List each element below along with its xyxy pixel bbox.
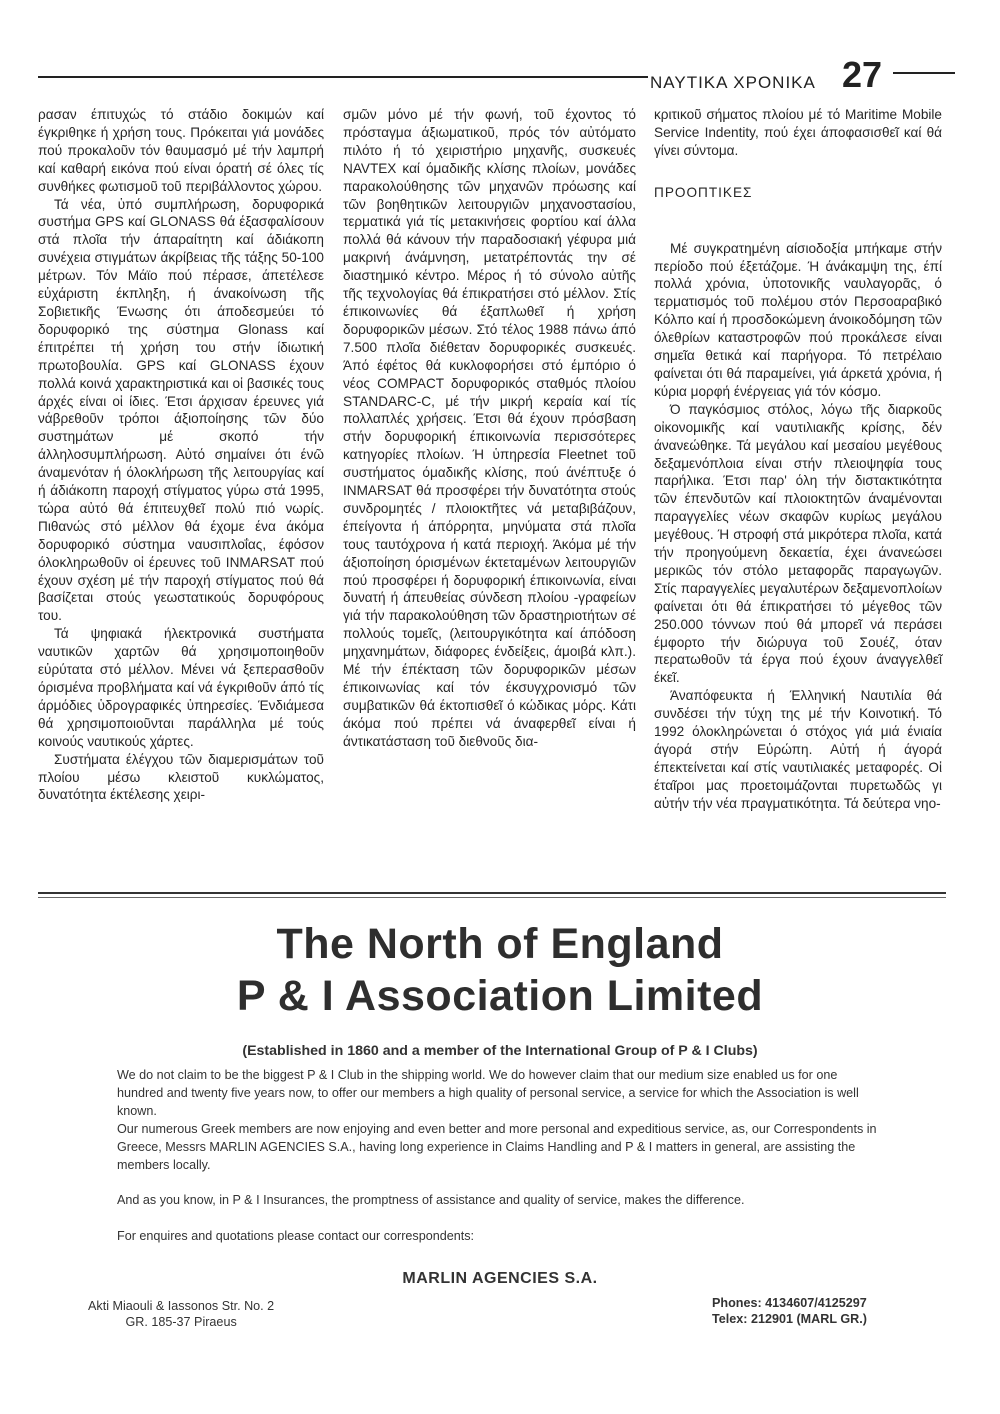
telex-line: Telex: 212901 (MARL GR.) <box>712 1311 867 1326</box>
paragraph: Τά ψηφιακά ήλεκτρονικά συστήματα ναυτικῶν χαρτῶν θά χρησιμοποιηθοῦν εὐρύτατα στό μέλλον. Μένει νά ξεπερασθοῦν όρισμένα προβλήματα καί νά έγκριθοῦν άπό τίς άρμόδιες ὑδρογραφικές ὑπηρεσίες. Ένδιάμεσα θά χρησιμοποιοῦνται παράλληλα μέ τούς κοινούς ναυτικούς χάρτες. <box>38 626 324 749</box>
article-column-1 <box>38 106 324 804</box>
phone-line: Phones: 4134607/4125297 <box>712 1296 867 1310</box>
advert-paragraph: And as you know, in P & I Insurances, the promptness of assistance and quality of service, makes the difference. <box>117 1193 745 1208</box>
advert-paragraph: We do not claim to be the biggest P & I Club in the shipping world. We do however claim that our medium size enabled us for one hundred and twenty five years now, to offer our members a high quality of personal service, a service for which the Association is well known. <box>117 1068 859 1118</box>
address-line: GR. 185-37 Piraeus <box>125 1314 237 1329</box>
masthead-rule-right <box>893 72 955 74</box>
paragraph: Μέ συγκρατημένη αίσιοδοξία μπήκαμε στήν περίοδο πού έξετάζομε. Ή άνάκαμψη της, έπί πολλά χρόνια, ὑποτονικῆς ναυλαγορᾶς, ό τερματισμός τοῦ πολέμου στόν Περσοαραβικό Κόλπο καί ή προσδοκώμενη άνοικοδόμηση τῶν όλεθρίων καταστροφῶν πού προκάλεσε είναι σημεῖα θετικά καί παρήγορα. Τό πετρέλαιο φαίνεται ότι θά παραμείνει, γιά άρκετά χρόνια, ή κύρια μορφή ένέργειας γιά τόν κόσμο. <box>654 240 942 399</box>
section-heading: ΠΡΟΟΠΤΙΚΕΣ <box>654 184 753 200</box>
paragraph: κριτικοῦ σήματος πλοίου μέ τό Maritime Mobile Service Indentity, πού έχει άποφασισθεῖ καί θά γίνει σύντομα. <box>654 107 942 158</box>
advert-title-line-1: The North of England <box>276 920 724 968</box>
advert-agency-name: MARLIN AGENCIES S.A. <box>402 1270 598 1287</box>
paragraph: Συστήματα έλέγχου τῶν διαμερισμάτων τοῦ πλοίου μέσω κλειστοῦ κυκλώματος, δυνατότητα έκτέλεσης χειρι- <box>38 751 324 803</box>
publication-title: ΝΑΥΤΙΚΑ ΧΡΟΝΙΚΑ <box>650 73 816 92</box>
advert-subtitle: (Established in 1860 and a member of the International Group of P & I Clubs) <box>242 1043 758 1059</box>
paragraph: ρασαν έπιτυχώς τό στάδιο δοκιμών καί έγκριθηκε ή χρήση τους. Πρόκειται γιά μονάδες πού προκαλοῦν τόν θαυμασμό μέ τήν λαμπρή καί καθαρή εικόνα πού είναι όρατή σέ όλες τίς συνθήκες φωτισμοῦ τοῦ περιβάλλοντος χώρου. <box>38 107 324 194</box>
paragraph: Ό παγκόσμιος στόλος, λόγω τῆς διαρκοῦς οἰκονομικῆς καί ναυτιλιακῆς κρίσης, δέν άνανεώθηκε. Τά μεγάλου καί μεσαίου μεγέθους δεξαμενόπλοια είναι στήν πλειοψηφία τους παρήλικα. Έτσι παρ' όλη τήν διστακτικότητα τῶν έπενδυτῶν καί πλοιοκτητῶν άναμένονται παραγγελίες νέων σκαφῶν κυρίως μεγάλου μεγέθους. Ή στροφή στά μικρότερα πλοῖα, κατά τήν προηγούμενη δεκαετία, έχει άνανεώσει μερικῶς τόν στόλο μεταφορᾶς παραγωγῶν. Στίς παραγγελίες μεγαλυτέρων δεξαμενοπλοίων φαίνεται ότι θά έπικρατήσει τό μέγεθος τῶν 250.000 τόννων πού θά μπορεῖ νά περάσει έμφορτο τήν διώρυγα τοῦ Σουέζ, όταν περατωθοῦν τά έργα πού έχουν άναγγελθεῖ έκεῖ. <box>654 401 942 686</box>
advert-top-rule-thin <box>38 897 946 898</box>
address-line: Akti Miaouli & Iassonos Str. No. 2 <box>88 1299 275 1313</box>
paragraph: Άναπόφευκτα ή Έλληνική Ναυτιλία θά συνδέσει τήν τύχη της μέ τήν Κοινοτική. Τό 1992 όλοκληρώνεται ό στόχος γιά μιά ένιαία άγορά στήν Εὐρώπη. Αὐτή ή άγορά έπεκτείνεται καί στίς ναυτιλιακές μεταφορές. Οἱ έταῖροι μας προετοιμάζονται πυρετωδῶς γι αὐτήν τήν νέα πραγματικότητα. Τά δεύτερα νηο- <box>654 688 942 811</box>
advert-paragraph: Our numerous Greek members are now enjoying and even better and more personal and expeditious service, as, our Correspondents in Greece, Messrs MARLIN AGENCIES S.A., having long experience in Claims Handling and P & I matters in general, are assisting the members locally. <box>117 1121 877 1172</box>
advert-body <box>117 1067 887 1246</box>
advert-paragraph: For enquires and quotations please contact our correspondents: <box>117 1229 475 1244</box>
paragraph: σμῶν μόνο μέ τήν φωνή, τοῦ έχοντος τό πρόσταγμα άξιωματικοῦ, πρός τόν αὐτόματο πιλότο ή τό χειριστήριο μηχανῆς, συσκευές NAVTEX καί όμαδικῆς κλίσης πλοίων, μονάδες παρακολούθησης τῶν μηχανῶν πρόωσης καί τῶν βοηθητικῶν λειτουργιῶν μηχανοστασίου, τερματικά γιά τίς μετακινήσεις φορτίου καί άλλα πολλά θά κάνουν τήν παραδοσιακή γέφυρα μιά μακρινή άνάμνηση, μετατρέποντάς την σέ διαστημικό κέντρο. Μέρος ή τό σύνολο αὐτῆς τῆς τεχνολογίας θά έπικρατήσει στό μέλλον. Στίς έπικοινωνίες θά έξαπλωθεῖ ή χρήση δορυφορικῶν μέσων. Στό τέλος 1988 πάνω άπό 7.500 πλοῖα διέθεταν δορυφορικές συσκευές. Άπό έφέτος θά κυκλοφορήσει στό έμπόριο ό νέος COMPACT δορυφορικός σταθμός πλοίου STANDARC-C, μέ τήν μικρή κεραία καί τίς πολλαπλές χρήσεις. Έτσι θά έχουν πρόσβαση στήν δορυφορική έπικοινωνία περισσότερες κατηγορίες πλοίων. Ή ὑπηρεσία Fleetnet τοῦ συστήματος όμαδικῆς κλίσης, πού άνέπτυξε ό INMARSAT θά προσφέρει τήν δυνατότητα στούς συνδρομητές / πλοιοκτῆτες νά μεταβιβάζουν, έπείγοντα ή άπόρρητα, μηνύματα στά πλοῖα τους ταυτόχρονα ή κατά περιοχή. Άκόμα μέ τήν άξιοποίηση όρισμένων έκτεταμένων λειτουργιῶν πού προσφέρει ή δορυφορική έπικοινωνία, είναι δυνατή ή άπευθείας σύνδεση πλοίου -γραφείων γιά τήν παρακολούθηση τῶν δραστηριοτήτων σέ πολλούς τομεῖς, (λειτουργικότητα καί άπόδοση μηχανημάτων, διάφορες ένδείξεις, άμοιβά κλπ.). Μέ τήν έπέκταση τῶν δορυφορικῶν μέσων έπικοινωνίας καί τόν έκσυγχρονισμό τῶν συμβατικῶν θά έκτοπισθεῖ ό κώδικας μόρς. Κάτι άκόμα πού πρέπει νά άναφερθεῖ είναι ή άντικατάσταση τοῦ διεθνοῦς δια- <box>343 107 636 749</box>
masthead-rule-left <box>38 76 648 78</box>
paragraph: Τά νέα, ὑπό συμπλήρωση, δορυφορικά συστήμα GPS καί GLONASS θά έξασφαλίσουν στά πλοῖα τήν άπαραίτητη καί άδιάκοπη συνέχεια στιγμάτων άκρίβειας τῆς τάξης 50-100 μέτρων. Τόν Μάϊο πού πέρασε, άπετέλεσε εὐχάριστη έκπληξη, ή άνακοίνωση τῆς Σοβιετικῆς Ένωσης ότι άποδεσμεύει τό δορυφορικό της σύστημα Glonass καί έπιτρέπει τή χρήση του στήν ίδιωτική πρωτοβουλία. GPS καί GLONASS έχουν πολλά κοινά χαρακτηριστικά και οἱ βασικές τους άρχές είναι οἱ ίδιες. Έτσι άρχισαν έρευνες γιά νάβρεθοῦν τρόποι άξιοποίησης τῶν δύο συστημάτων μέ σκοπό τήν άλληλοσυμπλήρωση. Αὐτό σημαίνει ότι ένῶ άναμενόταν ή όλοκλήρωση τῆς λειτουργίας καί ή άδιάκοπη παροχή στίγματος γύρω στά 1995, τώρα αὐτό θά έπιτευχθεῖ πολύ πιό νωρίς. Πιθανώς στό μέλλον θά έχομε ένα άκόμα δορυφορικό σύστημα ναυσιπλοΐας, έφόσον όλοκληρωθοῦν οἱ έρευνες τοῦ INMARSAT πού έχουν σχέση μέ τήν παροχή στίγματος πού θά βασίζεται στούς γεωστατικούς δορυφόρους του. <box>38 196 324 624</box>
advert-top-rule <box>38 892 946 894</box>
advert-address <box>88 1299 274 1330</box>
article-column-3 <box>654 106 942 813</box>
advert-contact <box>712 1296 867 1327</box>
advert-title-line-2: P & I Association Limited <box>236 972 764 1020</box>
article-column-2 <box>343 106 636 751</box>
page-number: 27 <box>842 54 883 95</box>
